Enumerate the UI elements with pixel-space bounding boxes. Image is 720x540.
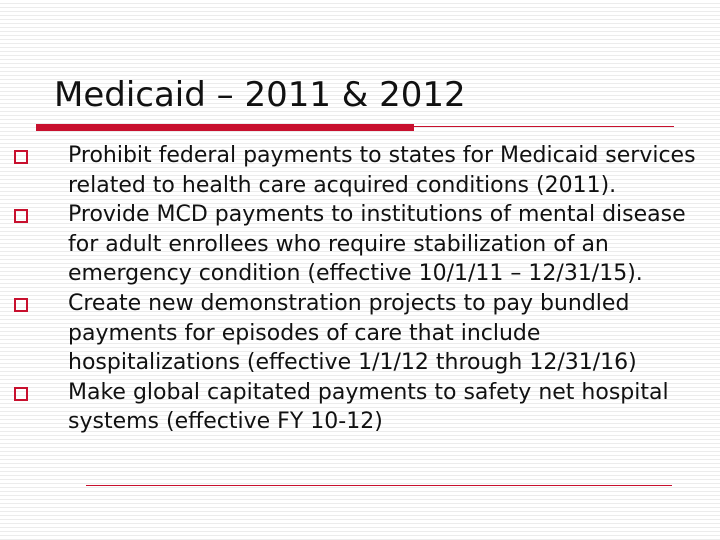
bullet-item xyxy=(0,141,720,200)
slide-title: Medicaid – 2011 & 2012 xyxy=(54,75,466,115)
title-underline-thin xyxy=(414,126,674,127)
bullet-text: Make global capitated payments to safety net hospital systems (effective FY 10-12) xyxy=(68,379,669,435)
hollow-square-bullet-icon xyxy=(14,387,28,401)
hollow-square-bullet-icon xyxy=(14,298,28,312)
hollow-square-bullet-icon xyxy=(14,150,28,164)
title-underline-accent xyxy=(36,124,414,131)
hollow-square-bullet-icon xyxy=(14,209,28,223)
bullet-item xyxy=(0,378,720,437)
bottom-divider xyxy=(86,485,672,486)
bullet-text: Create new demonstration projects to pay bundled payments for episodes of care that include hospitalizations (effective 1/1/12 through 12/31/16) xyxy=(68,290,637,376)
bullet-list xyxy=(0,141,720,437)
bullet-text: Provide MCD payments to institutions of mental disease for adult enrollees who require stabilization of an emergency condition (effective 10/1/11 – 12/31/15). xyxy=(68,202,686,287)
bullet-item xyxy=(0,289,720,378)
bullet-item xyxy=(0,200,720,289)
bullet-text: Prohibit federal payments to states for Medicaid services related to health care acquired conditions (2011). xyxy=(68,143,696,198)
